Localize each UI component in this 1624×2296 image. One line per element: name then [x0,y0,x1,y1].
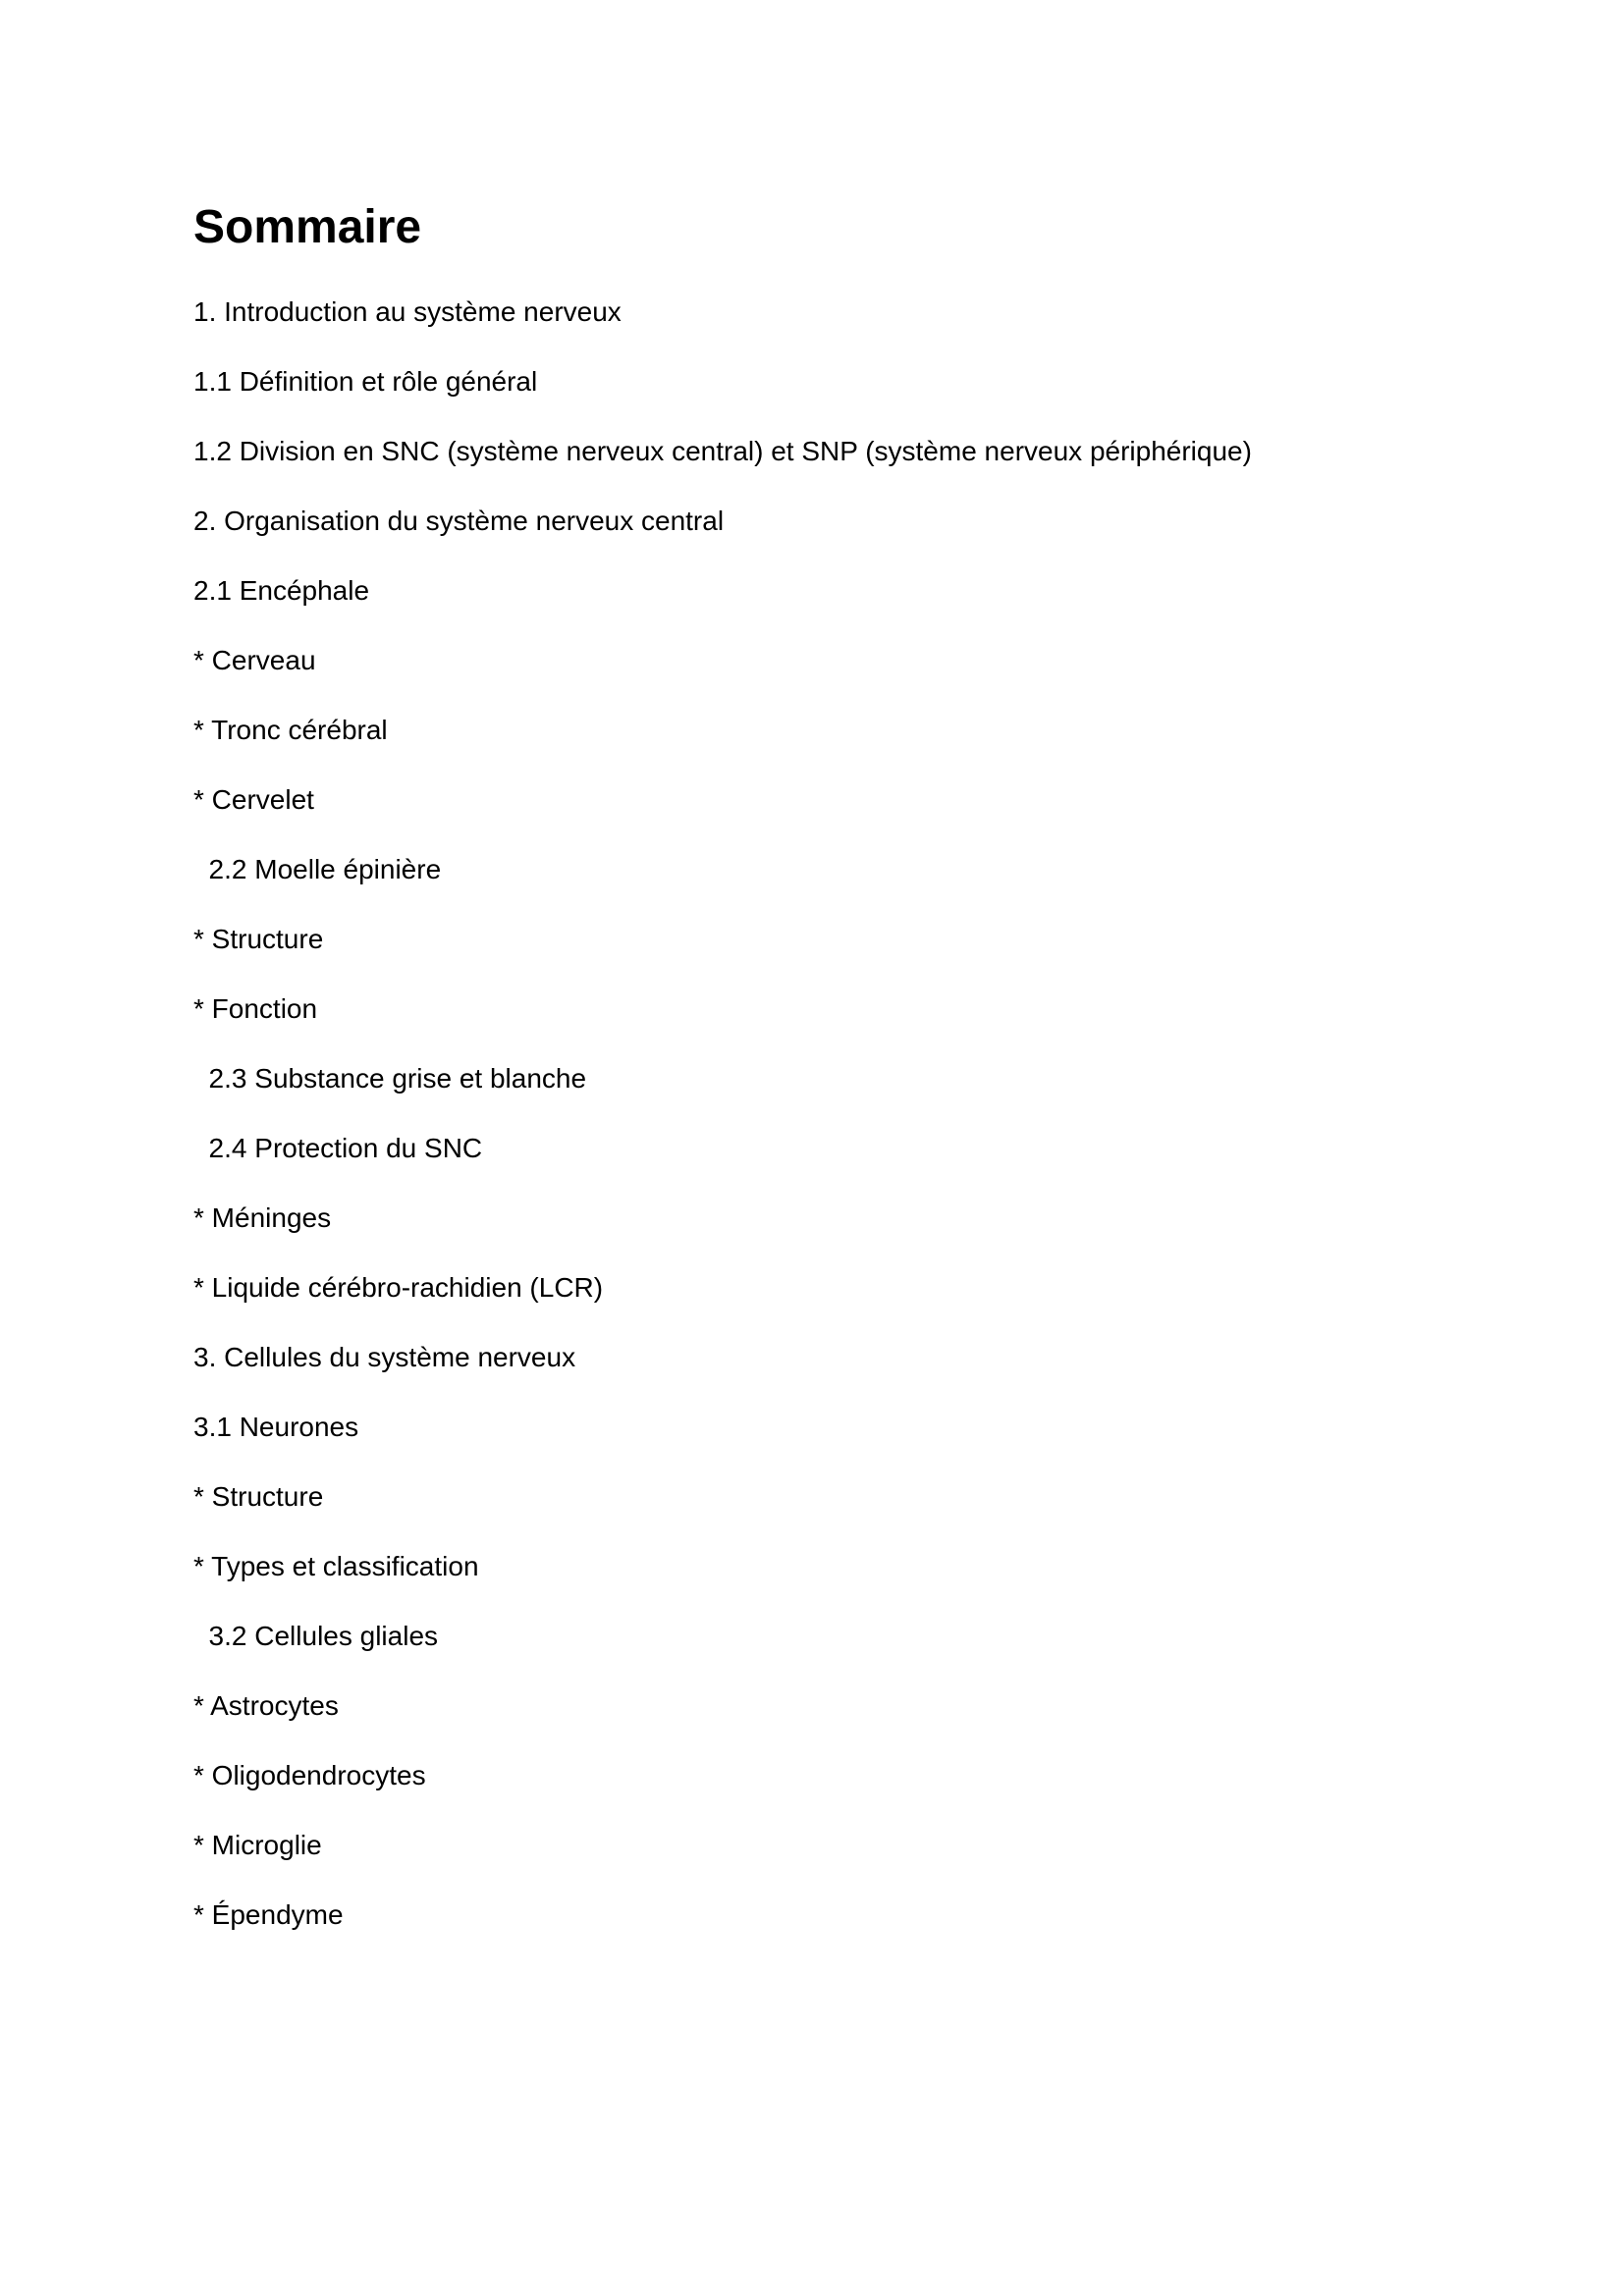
toc-entry: * Structure [193,924,324,954]
toc-entry: * Cerveau [193,645,316,675]
toc-entry: 1.1 Définition et rôle général [193,366,538,397]
toc-entry: * Structure [193,1481,324,1512]
toc-entry: 3.1 Neurones [193,1412,359,1442]
toc-entry: * Épendyme [193,1899,344,1930]
toc-entry: * Astrocytes [193,1690,339,1721]
toc-entry: * Microglie [193,1830,322,1860]
toc-entry: 1. Introduction au système nerveux [193,296,622,327]
toc-entry: * Types et classification [193,1551,479,1581]
toc-entry: * Fonction [193,993,318,1024]
table-of-contents [193,192,1450,1949]
toc-list [193,277,1450,1949]
toc-entry: 2.4 Protection du SNC [193,1133,483,1163]
toc-entry: 3. Cellules du système nerveux [193,1342,576,1372]
toc-entry: * Oligodendrocytes [193,1760,426,1790]
toc-entry: 3.2 Cellules gliales [193,1621,439,1651]
toc-entry: 2.1 Encéphale [193,575,370,606]
toc-entry: * Méninges [193,1202,332,1233]
toc-entry: 2.2 Moelle épinière [193,854,442,884]
page-title: Sommaire [193,201,422,253]
toc-entry: 2. Organisation du système nerveux central [193,506,725,536]
toc-entry: * Cervelet [193,784,314,815]
toc-entry: * Tronc cérébral [193,715,388,745]
toc-entry: * Liquide cérébro‐rachidien (LCR) [193,1272,604,1303]
toc-entry: 2.3 Substance grise et blanche [193,1063,587,1094]
toc-entry: 1.2 Division en SNC (système nerveux central) et SNP (système nerveux périphérique) [193,436,1252,466]
